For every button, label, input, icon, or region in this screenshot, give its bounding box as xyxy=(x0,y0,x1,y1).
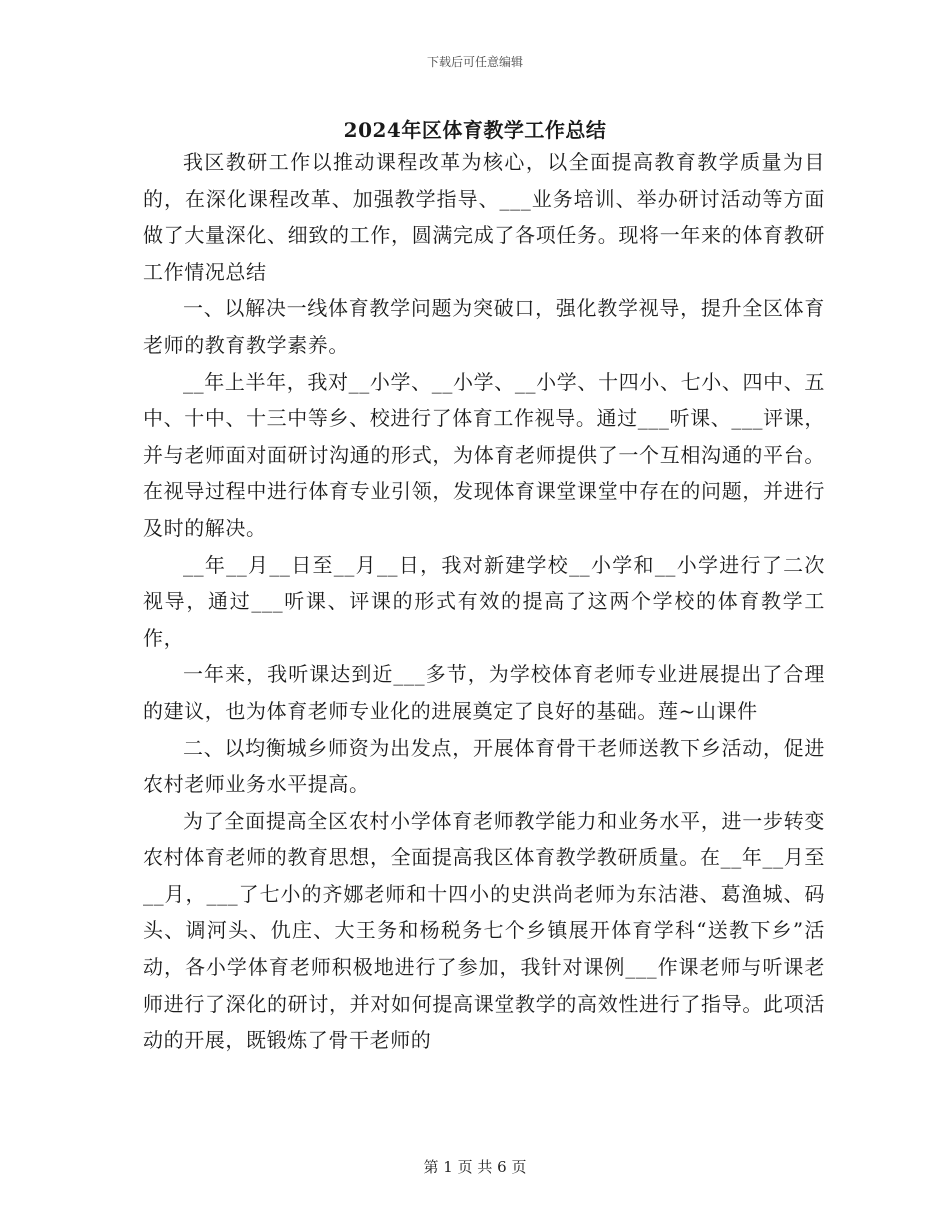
header-note: 下载后可任意编辑 xyxy=(426,55,523,69)
document-title: 2024年区体育教学工作总结 xyxy=(343,118,607,142)
paragraph-intro: 我区教研工作以推动课程改革为核心，以全面提高教育教学质量为目的，在深化课程改革、加强教学指导、___业务培训、举办研讨活动等方面做了大量深化、细致的工作，圆满完成了各项任务。现将一年来的体育教研工作情况总结 xyxy=(143,150,825,284)
paragraph-new-school-inspection: __年__月__日至__月__日，我对新建学校__小学和__小学进行了二次视导，通过___听课、评课的形式有效的提高了这两个学校的体育教学工作， xyxy=(143,552,825,650)
paragraph-section-1-heading: 一、以解决一线体育教学问题为突破口，强化教学视导，提升全区体育老师的教育教学素养。 xyxy=(143,296,825,357)
paragraph-inspection-first-half: __年上半年，我对__小学、__小学、__小学、十四小、七小、四中、五中、十中、十三中等乡、校进行了体育工作视导。通过___听课、___评课，并与老师面对面研讨沟通的形式，为体育老师提供了一个互相沟通的平台。在视导过程中进行体育专业引领，发现体育课堂课堂中存在的问题，并进行及时的解决。 xyxy=(143,369,825,540)
paragraph-year-summary: 一年来，我听课达到近___多节，为学校体育老师专业进展提出了合理的建议，也为体育老师专业化的进展奠定了良好的基础。莲~山课件 xyxy=(143,662,825,723)
page-footer: 第 1 页 共 6 页 xyxy=(423,1158,527,1176)
paragraph-rural-teaching: 为了全面提高全区农村小学体育老师教学能力和业务水平，进一步转变农村体育老师的教育思想，全面提高我区体育教学教研质量。在__年__月至__月，___了七小的齐娜老师和十四小的史洪尚老师为东沽港、葛渔城、码头、调河头、仇庄、大王务和杨税务七个乡镇展开体育学科“送教下乡”活动，各小学体育老师积极地进行了参加，我针对课例___作课老师与听课老师进行了深化的研讨，并对如何提高课堂教学的高效性进行了指导。此项活动的开展，既锻炼了骨干老师的 xyxy=(143,808,825,1053)
paragraph-section-2-heading: 二、以均衡城乡师资为出发点，开展体育骨干老师送教下乡活动，促进农村老师业务水平提高。 xyxy=(143,735,825,797)
document-body xyxy=(143,144,825,1059)
